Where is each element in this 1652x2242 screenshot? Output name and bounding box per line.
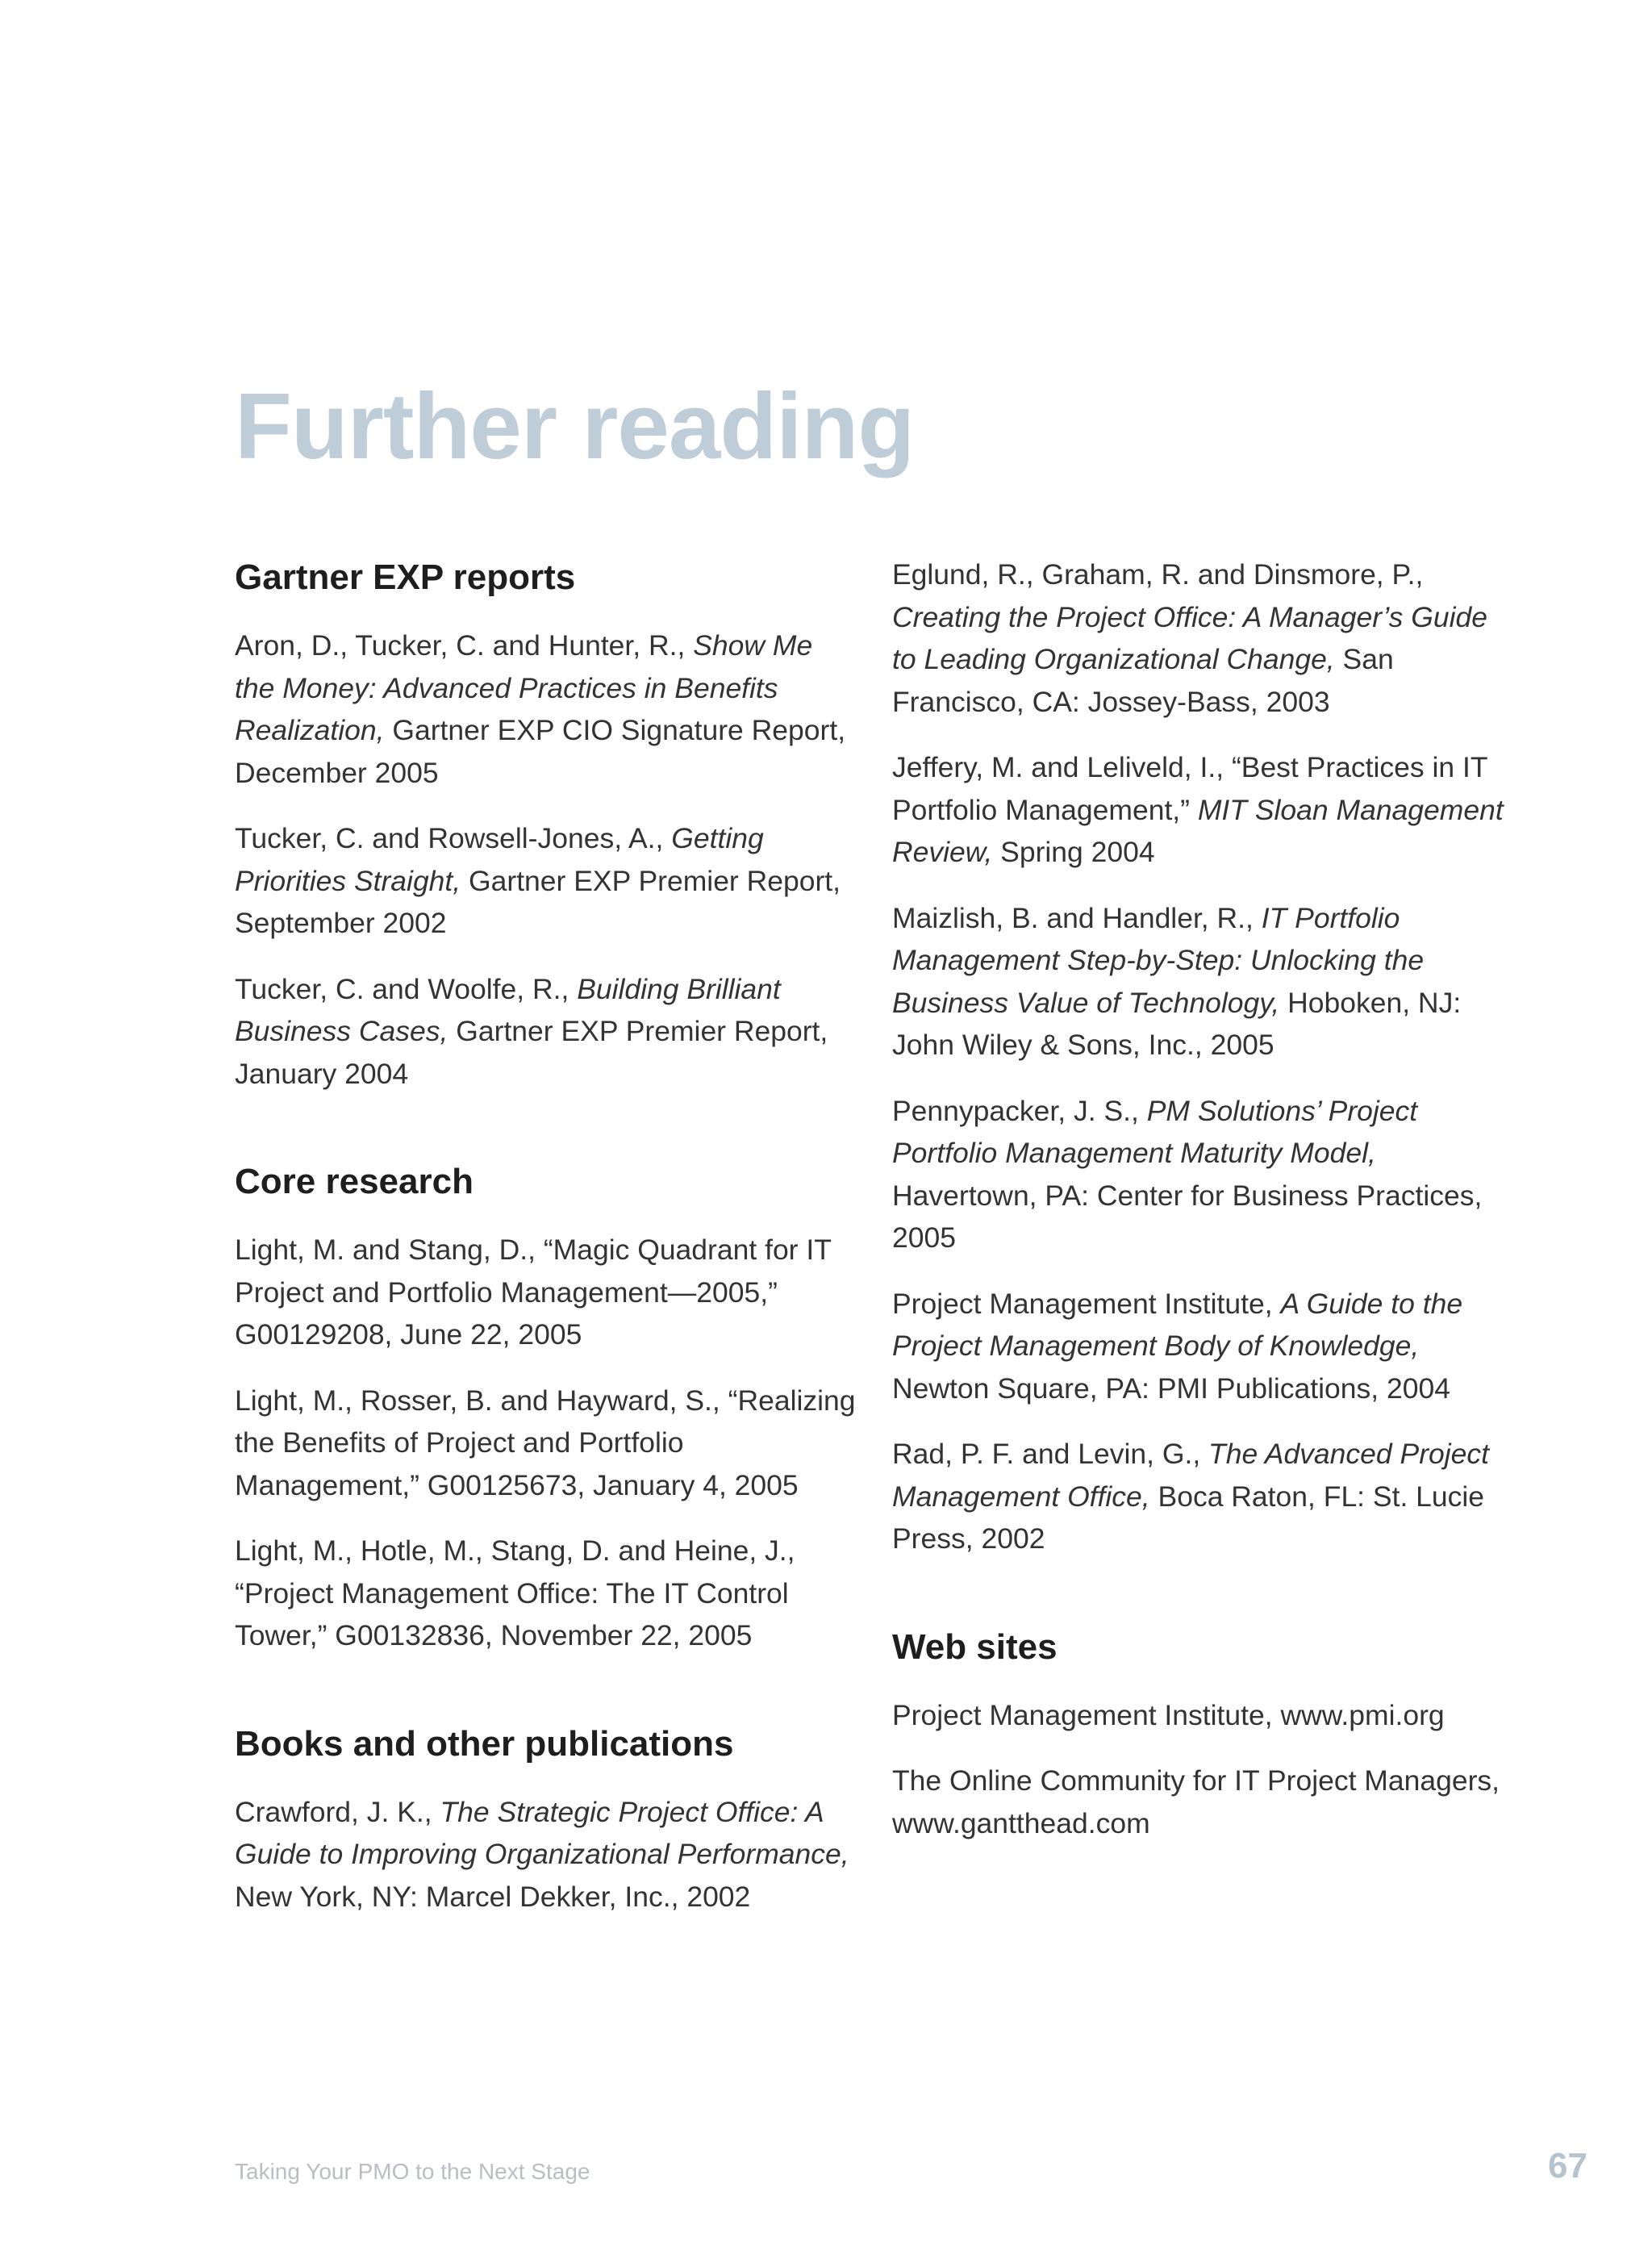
page-title: Further reading	[235, 374, 915, 478]
reference-entry: Jeffery, M. and Leliveld, I., “Best Practices in IT Portfolio Management,” MIT Sloan Management Review, Spring 2004	[892, 751, 1504, 868]
reference-entry: Eglund, R., Graham, R. and Dinsmore, P., Creating the Project Office: A Manager’s Guide to Leading Organizational Change, San Francisco, CA: Jossey-Bass, 2003	[892, 558, 1487, 718]
section-books-and-other-publications	[235, 1720, 856, 1918]
reference-entry: Light, M., Rosser, B. and Hayward, S., “Realizing the Benefits of Project and Portfolio Management,” G00125673, January 4, 2005	[235, 1384, 856, 1501]
reference-entry: Project Management Institute, A Guide to the Project Management Body of Knowledge, Newton Square, PA: PMI Publications, 2004	[892, 1287, 1463, 1405]
reference-entry: The Online Community for IT Project Managers, www.gantthead.com	[892, 1764, 1500, 1839]
reference-entry: Light, M., Hotle, M., Stang, D. and Heine, J., “Project Management Office: The IT Control Tower,” G00132836, November 22, 2005	[235, 1534, 795, 1651]
reference-entry: Maizlish, B. and Handler, R., IT Portfolio Management Step-by-Step: Unlocking the Business Value of Technology, Hoboken, NJ: John Wiley & Sons, Inc., 2005	[892, 901, 1462, 1061]
section-gartner-exp-reports	[235, 553, 856, 1095]
section-heading: Books and other publications	[235, 1723, 734, 1764]
section-heading: Core research	[235, 1162, 473, 1201]
reference-entry: Tucker, C. and Woolfe, R., Building Brilliant Business Cases, Gartner EXP Premier Report, January 2004	[235, 972, 828, 1090]
page-number: 67	[1548, 2146, 1587, 2186]
left-column	[235, 553, 856, 1918]
right-column	[892, 553, 1513, 1844]
reference-entry: Rad, P. F. and Levin, G., The Advanced Project Management Office, Boca Raton, FL: St. Lucie Press, 2002	[892, 1438, 1490, 1555]
section-books-continued	[892, 553, 1513, 1560]
section-heading: Gartner EXP reports	[235, 557, 576, 597]
reference-entry: Light, M. and Stang, D., “Magic Quadrant for IT Project and Portfolio Management—2005,” G00129208, June 22, 2005	[235, 1234, 832, 1351]
reference-entry: Tucker, C. and Rowsell-Jones, A., Getting Priorities Straight, Gartner EXP Premier Report, September 2002	[235, 822, 841, 939]
section-heading: Web sites	[892, 1626, 1058, 1667]
reference-entry: Project Management Institute, www.pmi.org	[892, 1698, 1445, 1731]
section-web-sites	[892, 1623, 1513, 1845]
footer-title: Taking Your PMO to the Next Stage	[235, 2159, 590, 2184]
reference-entry: Crawford, J. K., The Strategic Project Office: A Guide to Improving Organizational Performance, New York, NY: Marcel Dekker, Inc., 2002	[235, 1795, 849, 1913]
reference-entry: Aron, D., Tucker, C. and Hunter, R., Show Me the Money: Advanced Practices in Benefits Realization, Gartner EXP CIO Signature Report, December 2005	[235, 629, 846, 789]
section-core-research	[235, 1158, 856, 1657]
reference-entry: Pennypacker, J. S., PM Solutions’ Project Portfolio Management Maturity Model, Havertown, PA: Center for Business Practices, 2005	[892, 1094, 1483, 1254]
